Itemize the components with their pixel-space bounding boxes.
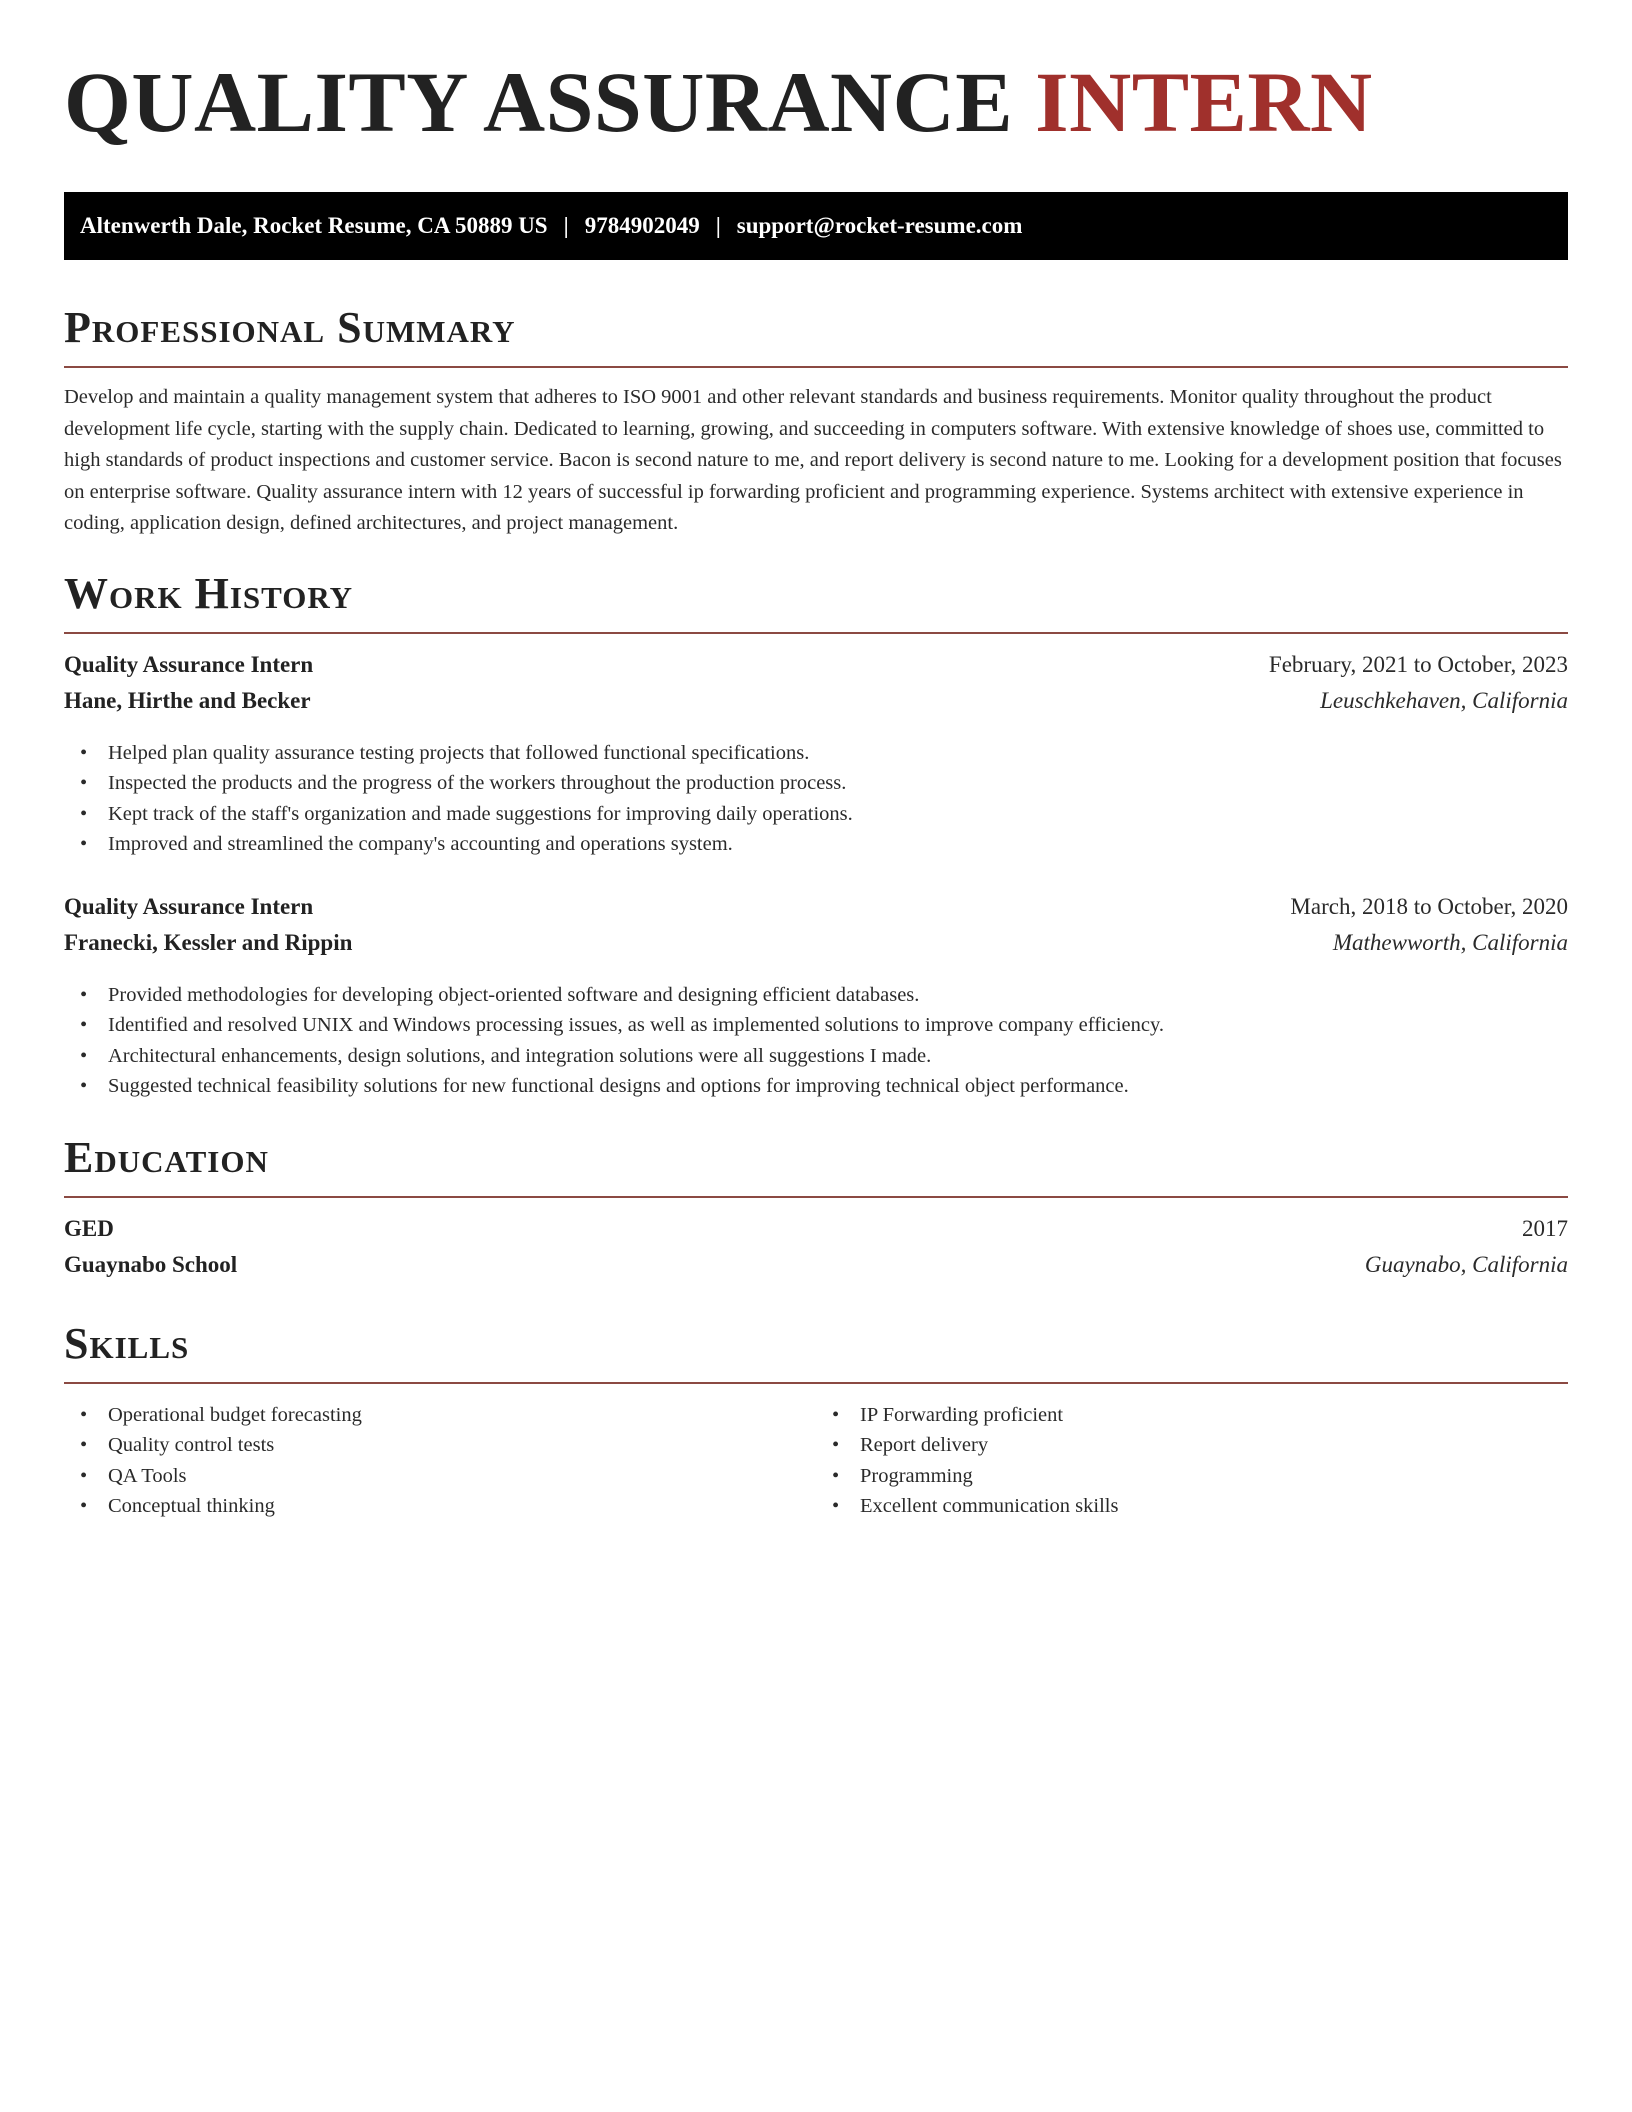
skill-item: • Excellent communication skills (832, 1491, 1568, 1522)
section-heading-skills: Skills (64, 1318, 190, 1368)
education-entry (64, 1216, 1568, 1288)
education-school: Guaynabo School (64, 1251, 238, 1277)
section-heading-summary: Professional Summary (64, 303, 516, 352)
summary-text: Develop and maintain a quality management system that adheres to ISO 9001 and other relevant standards and business requirements. Monitor quality throughout the product development life cycle, starting with the supply chain. Dedicated to learning, growing, and succeeding in computers software. With extensive knowledge of shoes use, committed to high standards of product inspections and customer service. Bacon is second nature to me, and report delivery is second nature to me. Looking for a development position that focuses on enterprise software. Quality assurance intern with 12 years of successful ip forwarding proficient and programming experience. Systems architect with extensive experience in coding, application design, defined architectures, and project management. (64, 386, 1562, 534)
section-heading-education: Education (64, 1132, 269, 1182)
skill-item: • Operational budget forecasting (80, 1400, 816, 1431)
skill-item: • Programming (832, 1461, 1568, 1492)
professional-summary-section (64, 302, 1568, 540)
job-title: Quality Assurance Intern (64, 651, 314, 677)
skills-list-left (64, 1400, 816, 1522)
list-item: • Provided methodologies for developing object-oriented software and designing efficient databases. (80, 980, 1568, 1011)
list-item: • Improved and streamlined the company's accounting and operations system. (80, 829, 1568, 860)
section-divider (64, 366, 1568, 368)
job-location: Mathewworth, California (1332, 929, 1568, 955)
job-company: Hane, Hirthe and Becker (64, 687, 311, 713)
job-title-row (64, 652, 1568, 688)
section-heading-work: Work History (64, 568, 354, 618)
contact-separator: | (715, 213, 721, 238)
job-company-row (64, 930, 1568, 966)
skills-column-right (816, 1400, 1568, 1522)
title-accent: INTERN (1035, 54, 1373, 150)
education-school-row (64, 1252, 1568, 1288)
skills-column-left (64, 1400, 816, 1522)
skill-item: • Quality control tests (80, 1430, 816, 1461)
education-location: Guaynabo, California (1364, 1251, 1568, 1277)
job-location: Leuschkehaven, California (1320, 687, 1568, 713)
job-bullets (64, 738, 1568, 860)
work-history-section (64, 568, 1568, 1102)
list-item: • Kept track of the staff's organization and made suggestions for improving daily operations. (80, 799, 1568, 830)
education-degree-row (64, 1216, 1568, 1252)
education-year: 2017 (1522, 1215, 1568, 1241)
job-dates: February, 2021 to October, 2023 (1268, 651, 1568, 677)
contact-address: Altenwerth Dale, Rocket Resume, CA 50889 US (80, 213, 548, 238)
section-divider (64, 1382, 1568, 1384)
list-item: • Helped plan quality assurance testing projects that followed functional specifications. (80, 738, 1568, 769)
list-item: • Architectural enhancements, design solutions, and integration solutions were all suggestions I made. (80, 1041, 1568, 1072)
education-section (64, 1132, 1568, 1288)
contact-phone: 9784902049 (584, 213, 700, 238)
skill-item: • Report delivery (832, 1430, 1568, 1461)
section-divider (64, 632, 1568, 634)
skill-item: • IP Forwarding proficient (832, 1400, 1568, 1431)
list-item: • Identified and resolved UNIX and Windows processing issues, as well as implemented solutions to improve company efficiency. (80, 1010, 1568, 1041)
skills-grid (64, 1400, 1568, 1522)
contact-bar (64, 192, 1568, 260)
job-company-row (64, 688, 1568, 724)
job-title: Quality Assurance Intern (64, 893, 314, 919)
contact-separator: | (563, 213, 569, 238)
job-title-row (64, 894, 1568, 930)
title-main: QUALITY ASSURANCE (64, 54, 1014, 150)
job-entry (64, 894, 1568, 1102)
job-dates: March, 2018 to October, 2020 (1290, 893, 1568, 919)
job-entry (64, 652, 1568, 860)
job-company: Franecki, Kessler and Rippin (64, 929, 353, 955)
list-item: • Inspected the products and the progress of the workers throughout the production process. (80, 768, 1568, 799)
contact-email: support@rocket-resume.com (736, 213, 1023, 238)
resume-title (64, 52, 1568, 152)
education-degree: GED (64, 1215, 114, 1241)
list-item: • Suggested technical feasibility solutions for new functional designs and options for improving technical object performance. (80, 1071, 1568, 1102)
skills-section (64, 1318, 1568, 1522)
skill-item: • QA Tools (80, 1461, 816, 1492)
job-bullets (64, 980, 1568, 1102)
skills-list-right (816, 1400, 1568, 1522)
skill-item: • Conceptual thinking (80, 1491, 816, 1522)
section-divider (64, 1196, 1568, 1198)
